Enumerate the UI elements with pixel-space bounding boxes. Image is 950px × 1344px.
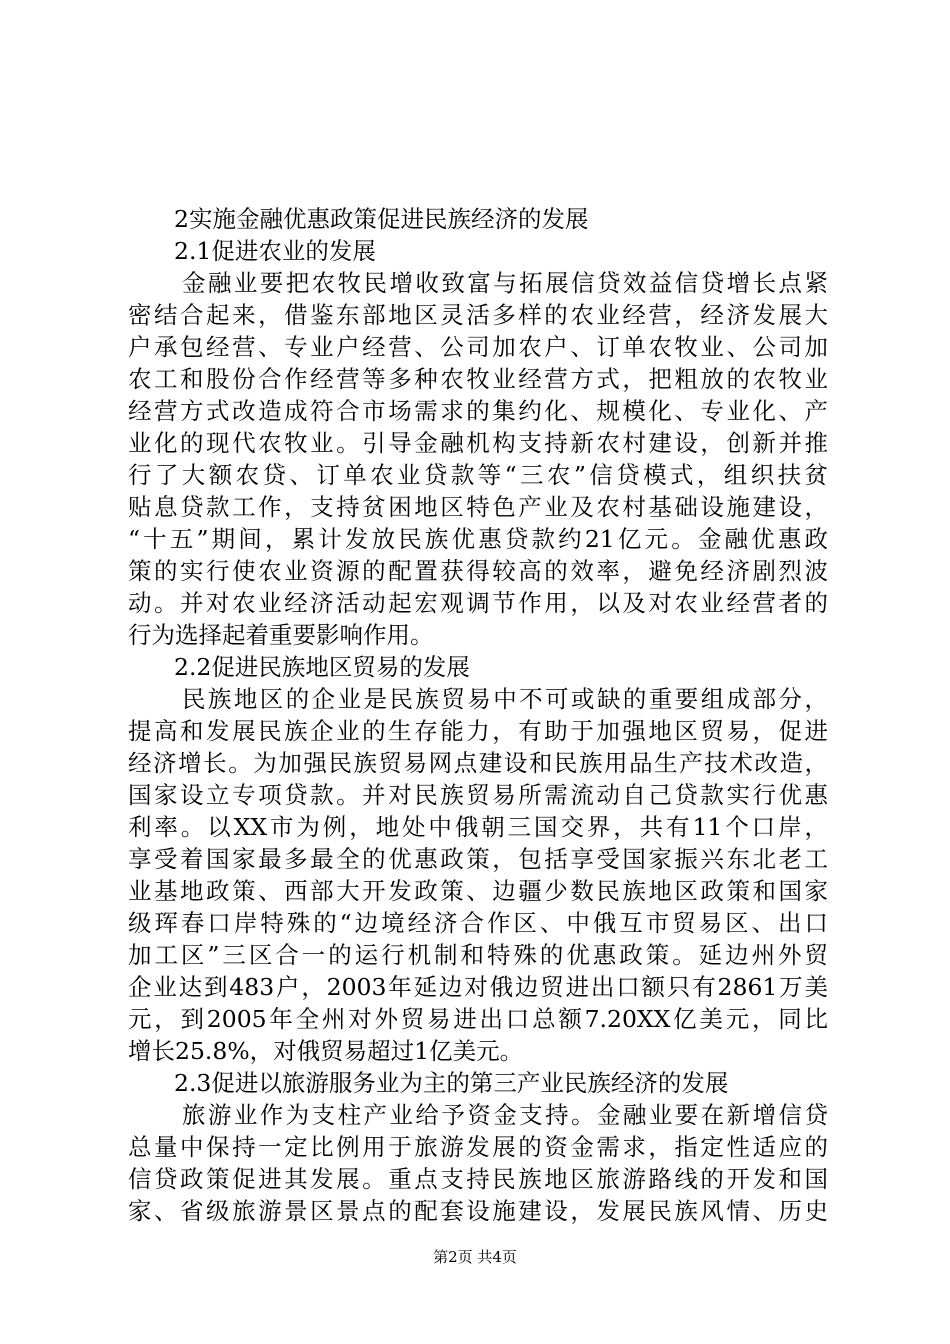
text-line: 策的实行使农业资源的配置获得较高的效率，避免经济剧烈波 <box>128 557 828 585</box>
text-line: 行了大额农贷、订单农业贷款等“三农”信贷模式，组织扶贫 <box>128 461 828 489</box>
text-line: 国家设立专项贷款。并对民族贸易所需流动自己贷款实行优惠 <box>128 781 828 809</box>
text-line: 业化的现代农牧业。引导金融机构支持新农村建设，创新并推 <box>128 429 828 457</box>
text-line: 民族地区的企业是民族贸易中不可或缺的重要组成部分， <box>182 685 828 713</box>
text-line: 级珲春口岸特殊的“边境经济合作区、中俄互市贸易区、出口 <box>128 909 828 937</box>
text-line: 行为选择起着重要影响作用。 <box>128 621 434 649</box>
text-line: 加工区”三区合一的运行机制和特殊的优惠政策。延边州外贸 <box>128 941 828 969</box>
text-line: 利率。以XX市为例，地处中俄朝三国交界，共有11个口岸， <box>128 813 828 841</box>
text-line: 经营方式改造成符合市场需求的集约化、规模化、专业化、产 <box>128 397 828 425</box>
text-line: 提高和发展民族企业的生存能力，有助于加强地区贸易，促进 <box>128 717 828 745</box>
text-line: 2.2促进民族地区贸易的发展 <box>174 653 470 681</box>
text-line: 贴息贷款工作，支持贫困地区特色产业及农村基础设施建设， <box>128 493 828 521</box>
text-line: 经济增长。为加强民族贸易网点建设和民族用品生产技术改造， <box>128 749 828 777</box>
document-body <box>128 203 828 1227</box>
text-line: 旅游业作为支柱产业给予资金支持。金融业要在新增信贷 <box>182 1101 828 1129</box>
text-line: 元，到2005年全州对外贸易进出口总额7.20XX亿美元，同比 <box>128 1005 828 1033</box>
text-line: 信贷政策促进其发展。重点支持民族地区旅游路线的开发和国 <box>128 1165 828 1193</box>
page-total: 共4页 <box>477 1248 517 1266</box>
text-line: 2实施金融优惠政策促进民族经济的发展 <box>174 205 589 233</box>
text-line: 2.3促进以旅游服务业为主的第三产业民族经济的发展 <box>174 1069 729 1097</box>
text-line: 动。并对农业经济活动起宏观调节作用，以及对农业经营者的 <box>128 589 828 617</box>
text-line: 享受着国家最多最全的优惠政策，包括享受国家振兴东北老工 <box>128 845 828 873</box>
text-line: 密结合起来，借鉴东部地区灵活多样的农业经营，经济发展大 <box>128 301 828 329</box>
text-line: 金融业要把农牧民增收致富与拓展信贷效益信贷增长点紧 <box>182 269 828 297</box>
text-line: 农工和股份合作经营等多种农牧业经营方式，把粗放的农牧业 <box>128 365 828 393</box>
page-number: 第2页 <box>433 1248 473 1266</box>
text-line: 增长25.8%，对俄贸易超过1亿美元。 <box>128 1037 524 1065</box>
page-footer <box>0 1247 950 1267</box>
text-line: 家、省级旅游景区景点的配套设施建设，发展民族风情、历史 <box>128 1197 828 1225</box>
text-line: 企业达到483户，2003年延边对俄边贸进出口额只有2861万美 <box>128 973 828 1001</box>
text-line: “十五”期间，累计发放民族优惠贷款约21亿元。金融优惠政 <box>128 525 828 553</box>
text-line: 业基地政策、西部大开发政策、边疆少数民族地区政策和国家 <box>128 877 828 905</box>
text-line: 户承包经营、专业户经营、公司加农户、订单农牧业、公司加 <box>128 333 828 361</box>
text-line: 总量中保持一定比例用于旅游发展的资金需求，指定性适应的 <box>128 1133 828 1161</box>
text-line: 2.1促进农业的发展 <box>174 237 376 265</box>
